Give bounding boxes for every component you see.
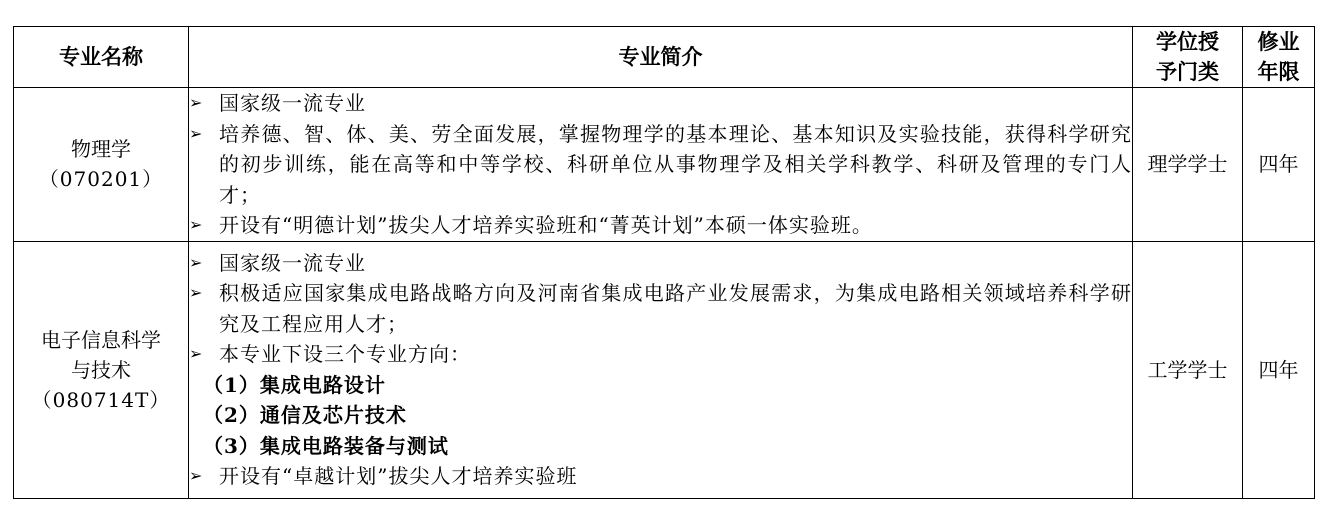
table-row-electronics <box>14 241 1315 498</box>
table-row-physics <box>14 88 1315 242</box>
list-item <box>189 88 1132 119</box>
degree-cell: 理学学士 <box>1133 88 1243 242</box>
bullet-text: 开设有“卓越计划”拔尖人才培养实验班 <box>219 464 578 488</box>
arrow-bullet-icon: ➢ <box>189 93 203 112</box>
header-years-line2: 年限 <box>1257 59 1300 84</box>
majors-table <box>13 26 1315 499</box>
years-cell: 四年 <box>1243 88 1315 242</box>
header-degree-line1: 学位授 <box>1156 29 1219 54</box>
direction-item: （3）集成电路装备与测试 <box>203 433 449 458</box>
arrow-bullet-icon: ➢ <box>189 252 203 272</box>
major-intro-cell <box>189 241 1133 498</box>
degree-cell: 工学学士 <box>1133 241 1243 498</box>
list-item <box>189 210 1132 241</box>
header-degree <box>1133 27 1243 88</box>
arrow-bullet-icon: ➢ <box>189 283 203 302</box>
bullet-text: 积极适应国家集成电路战略方向及河南省集成电路产业发展需求，为集成电路相关领域培养科学研究及工程应用人才； <box>219 281 1132 336</box>
bullet-text: 国家级一流专业 <box>219 91 366 115</box>
bullet-text: 国家级一流专业 <box>219 250 366 275</box>
major-name-line2: 与技术 <box>71 357 131 382</box>
major-name: 物理学 <box>71 137 131 162</box>
major-name-line1: 电子信息科学 <box>41 327 161 352</box>
major-code: （070201） <box>38 167 164 192</box>
major-code: （080714T） <box>31 387 171 412</box>
direction-item: （2）通信及芯片技术 <box>203 403 407 427</box>
major-name-cell <box>14 241 189 498</box>
list-item <box>189 339 1132 370</box>
arrow-bullet-icon: ➢ <box>189 123 203 143</box>
direction-item: （1）集成电路设计 <box>203 372 386 397</box>
major-name-cell <box>14 88 189 242</box>
list-item <box>189 248 1132 279</box>
years-cell: 四年 <box>1243 241 1315 498</box>
header-row <box>14 27 1315 88</box>
bullet-text: 开设有“明德计划”拔尖人才培养实验班和“菁英计划”本硕一体实验班。 <box>219 213 873 237</box>
header-years-line1: 修业 <box>1257 29 1300 54</box>
list-item <box>189 278 1132 339</box>
header-degree-line2: 予门类 <box>1156 59 1219 84</box>
bullet-text: 本专业下设三个专业方向： <box>219 342 471 366</box>
bullet-text: 培养德、智、体、美、劳全面发展，掌握物理学的基本理论、基本知识及实验技能，获得科学研究的初步训练，能在高等和中等学校、科研单位从事物理学及相关学科教学、科研及管理的专门人才； <box>219 121 1132 207</box>
header-major-name: 专业名称 <box>14 27 189 88</box>
list-item <box>189 461 1132 492</box>
arrow-bullet-icon: ➢ <box>189 215 203 234</box>
list-item <box>189 119 1132 211</box>
major-intro-cell <box>189 88 1133 242</box>
header-years <box>1243 27 1315 88</box>
arrow-bullet-icon: ➢ <box>189 466 203 485</box>
arrow-bullet-icon: ➢ <box>189 344 203 363</box>
header-major-intro: 专业简介 <box>189 27 1133 88</box>
